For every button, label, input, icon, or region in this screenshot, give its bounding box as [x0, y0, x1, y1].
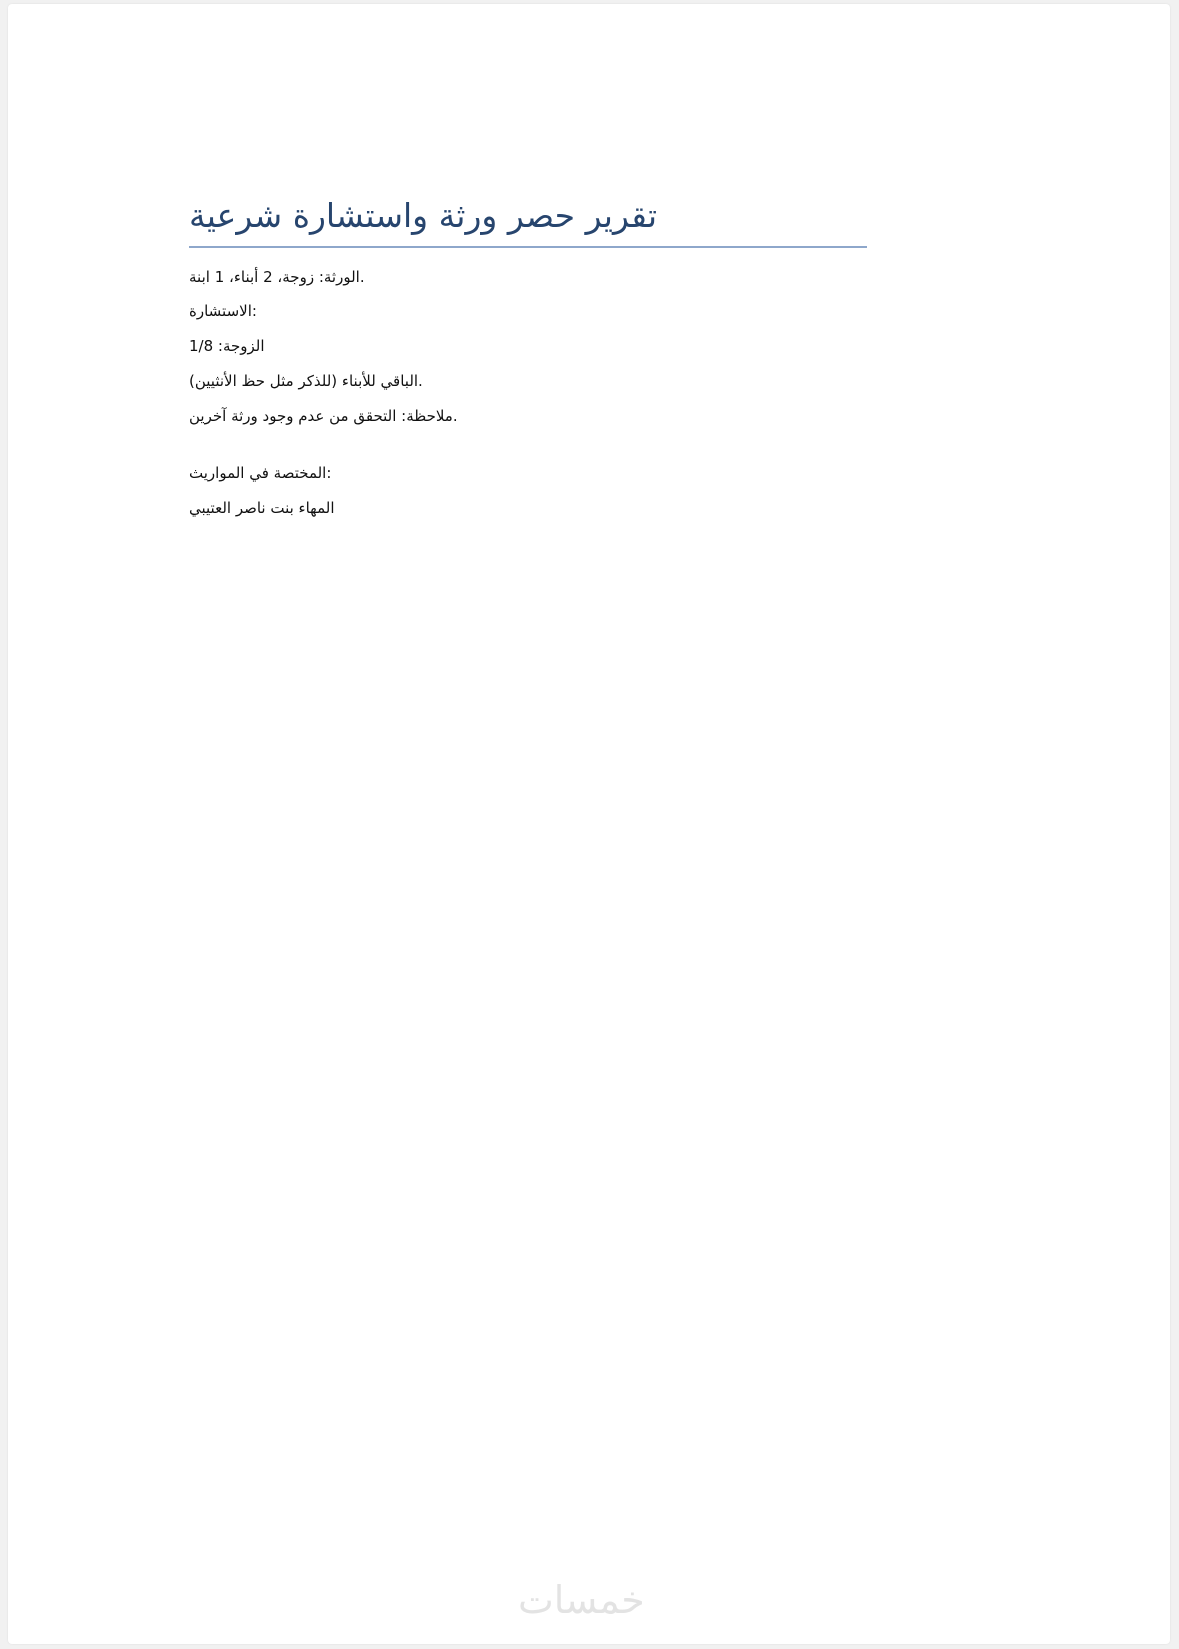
watermark-logo: خمسات	[518, 1578, 645, 1622]
document-title-text: تقرير حصر ورثة واستشارة شرعية	[189, 196, 658, 235]
wife-share-line: الزوجة: 1/8	[189, 337, 265, 355]
document-title	[189, 194, 867, 248]
signature-label: :المختصة في المواريث	[189, 464, 332, 482]
consultation-heading: :الاستشارة	[189, 302, 257, 320]
sons-share-line: .الباقي للأبناء (للذكر مثل حظ الأنثيين)	[189, 372, 423, 390]
signature-name: المهاء بنت ناصر العتيبي	[189, 499, 335, 517]
document-page	[8, 4, 1170, 1644]
note-line: .ملاحظة: التحقق من عدم وجود ورثة آخرين	[189, 407, 458, 425]
heirs-line: .الورثة: زوجة، 2 أبناء، 1 ابنة	[189, 268, 365, 286]
